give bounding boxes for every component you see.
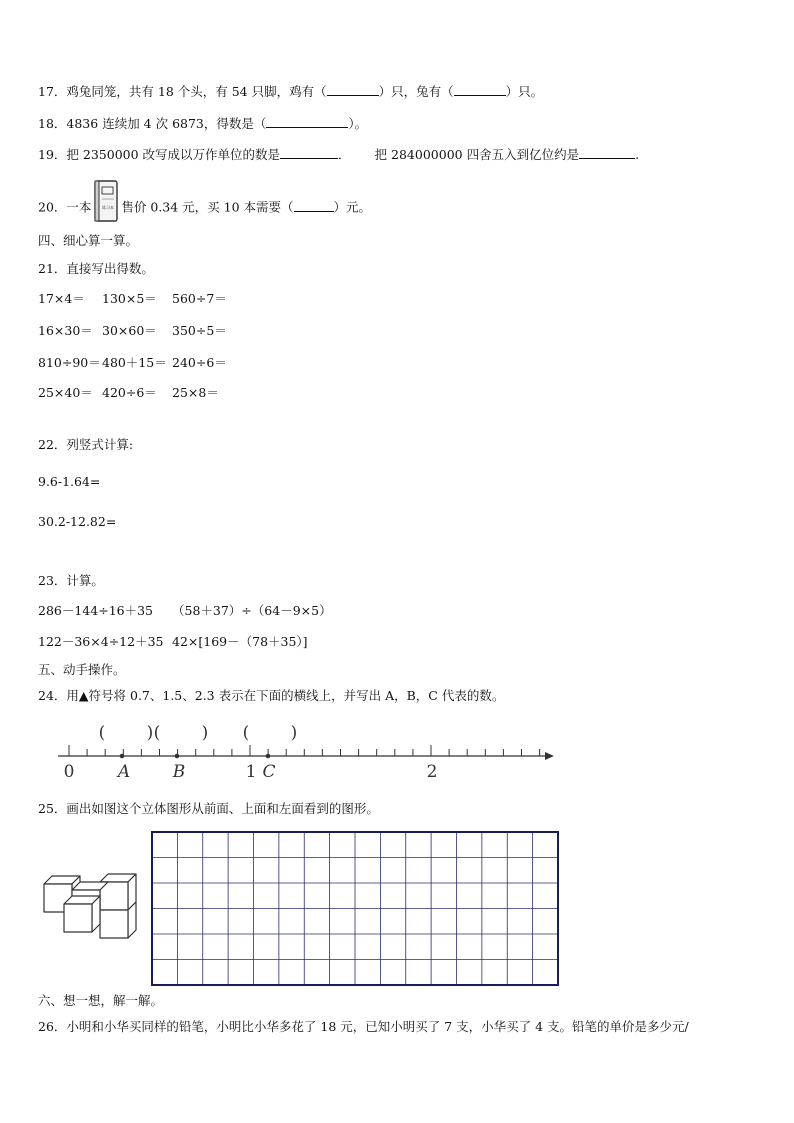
section-4-heading: 四、细心算一算。 — [38, 233, 139, 248]
q20-text-2: 售价 0.34 元，买 10 本需要（ — [121, 199, 294, 215]
question-23-title: 23．计算。 — [38, 573, 104, 588]
label-a: A — [117, 762, 131, 782]
q17-text-3: ）只。 — [505, 84, 544, 99]
q20-text-3: ）元。 — [333, 199, 372, 215]
q20-text-1: 20．一本 — [38, 199, 92, 215]
q23-expr-4: 42×[169－（78＋35）] — [172, 634, 308, 649]
paren-b-open[interactable]: ( — [153, 723, 161, 743]
q18-text-2: ）。 — [348, 116, 368, 131]
q23-expr-1: 286－144÷16＋35 — [38, 603, 154, 618]
q17-text-1: 17．鸡兔同笼，共有 18 个头，有 54 只脚，鸡有（ — [38, 84, 327, 99]
question-19 — [38, 146, 639, 163]
number-line-figure — [50, 718, 560, 782]
paren-c-close[interactable]: ) — [290, 723, 298, 743]
q19-text-3: 把 284000000 四舍五入到亿位约是 — [374, 147, 580, 162]
q23-expr-3: 122－36×4÷12＋35 — [38, 634, 164, 649]
q23-expr-2: （58＋37）÷（64－9×5） — [172, 603, 332, 618]
number-line-ticks — [69, 745, 540, 756]
q19-text-4: . — [635, 147, 640, 162]
q22-item-2: 30.2-12.82= — [38, 514, 117, 529]
q18-answer-blank[interactable] — [266, 115, 348, 128]
q19-text-2: ． — [338, 147, 351, 162]
q21-item: 480＋15＝ — [102, 355, 167, 370]
q21-item: 25×40＝ — [38, 385, 93, 400]
q17-answer-blank-1[interactable] — [327, 83, 379, 96]
q21-item: 240÷6＝ — [172, 355, 227, 370]
q19-answer-blank-1[interactable] — [280, 146, 338, 159]
q19-text-1: 19．把 2350000 改写成以万作单位的数是 — [38, 147, 281, 162]
point-b-dot — [175, 754, 180, 759]
q21-item: 17×4＝ — [38, 291, 85, 306]
point-a-dot — [120, 754, 125, 759]
cube-figure — [38, 868, 144, 954]
point-c-dot — [266, 754, 271, 759]
q22-item-1: 9.6-1.64= — [38, 474, 101, 489]
paren-a-close[interactable]: ) — [146, 723, 154, 743]
q21-item: 810÷90＝ — [38, 355, 101, 370]
question-22-title: 22．列竖式计算: — [38, 437, 134, 452]
q21-item: 560÷7＝ — [172, 291, 227, 306]
question-17 — [38, 83, 543, 100]
paren-c-open[interactable]: ( — [242, 723, 250, 743]
q21-item: 420÷6＝ — [102, 385, 157, 400]
question-21-title: 21．直接写出得数。 — [38, 261, 154, 276]
drawing-grid[interactable] — [150, 830, 560, 987]
paren-b-close[interactable]: ) — [201, 723, 209, 743]
q21-item: 130×5＝ — [102, 291, 157, 306]
question-18 — [38, 115, 367, 132]
notebook-icon — [93, 179, 119, 223]
section-6-heading: 六、想一想，解一解。 — [38, 993, 164, 1008]
q19-answer-blank-2[interactable] — [579, 146, 635, 159]
label-1: 1 — [245, 762, 257, 782]
notebook-label: 练习本 — [102, 205, 115, 210]
q21-item: 25×8＝ — [172, 385, 219, 400]
label-c: C — [262, 762, 276, 782]
q17-answer-blank-2[interactable] — [454, 83, 506, 96]
label-0: 0 — [63, 762, 75, 782]
section-5-heading: 五、动手操作。 — [38, 662, 126, 677]
q20-answer-blank[interactable] — [294, 199, 334, 212]
question-26-text: 26．小明和小华买同样的铅笔，小明比小华多花了 18 元，已知小明买了 7 支，小华买了 4 支。铅笔的单价是多少元/ — [38, 1019, 689, 1034]
q21-item: 350÷5＝ — [172, 323, 227, 338]
label-2: 2 — [426, 762, 438, 782]
q21-item: 16×30＝ — [38, 323, 93, 338]
q18-text-1: 18．4836 连续加 4 次 6873，得数是（ — [38, 116, 267, 131]
q17-text-2: ）只，兔有（ — [378, 84, 454, 99]
paren-a-open[interactable]: ( — [98, 723, 106, 743]
question-24-title: 24．用▲符号将 0.7、1.5、2.3 表示在下面的横线上，并写出 A，B，C 代表的数。 — [38, 688, 505, 703]
question-20 — [38, 193, 371, 223]
q21-item: 30×60＝ — [102, 323, 157, 338]
number-line-arrow — [545, 752, 554, 760]
question-25-title: 25．画出如图这个立体图形从前面、上面和左面看到的图形。 — [38, 801, 379, 816]
label-b: B — [172, 762, 186, 782]
